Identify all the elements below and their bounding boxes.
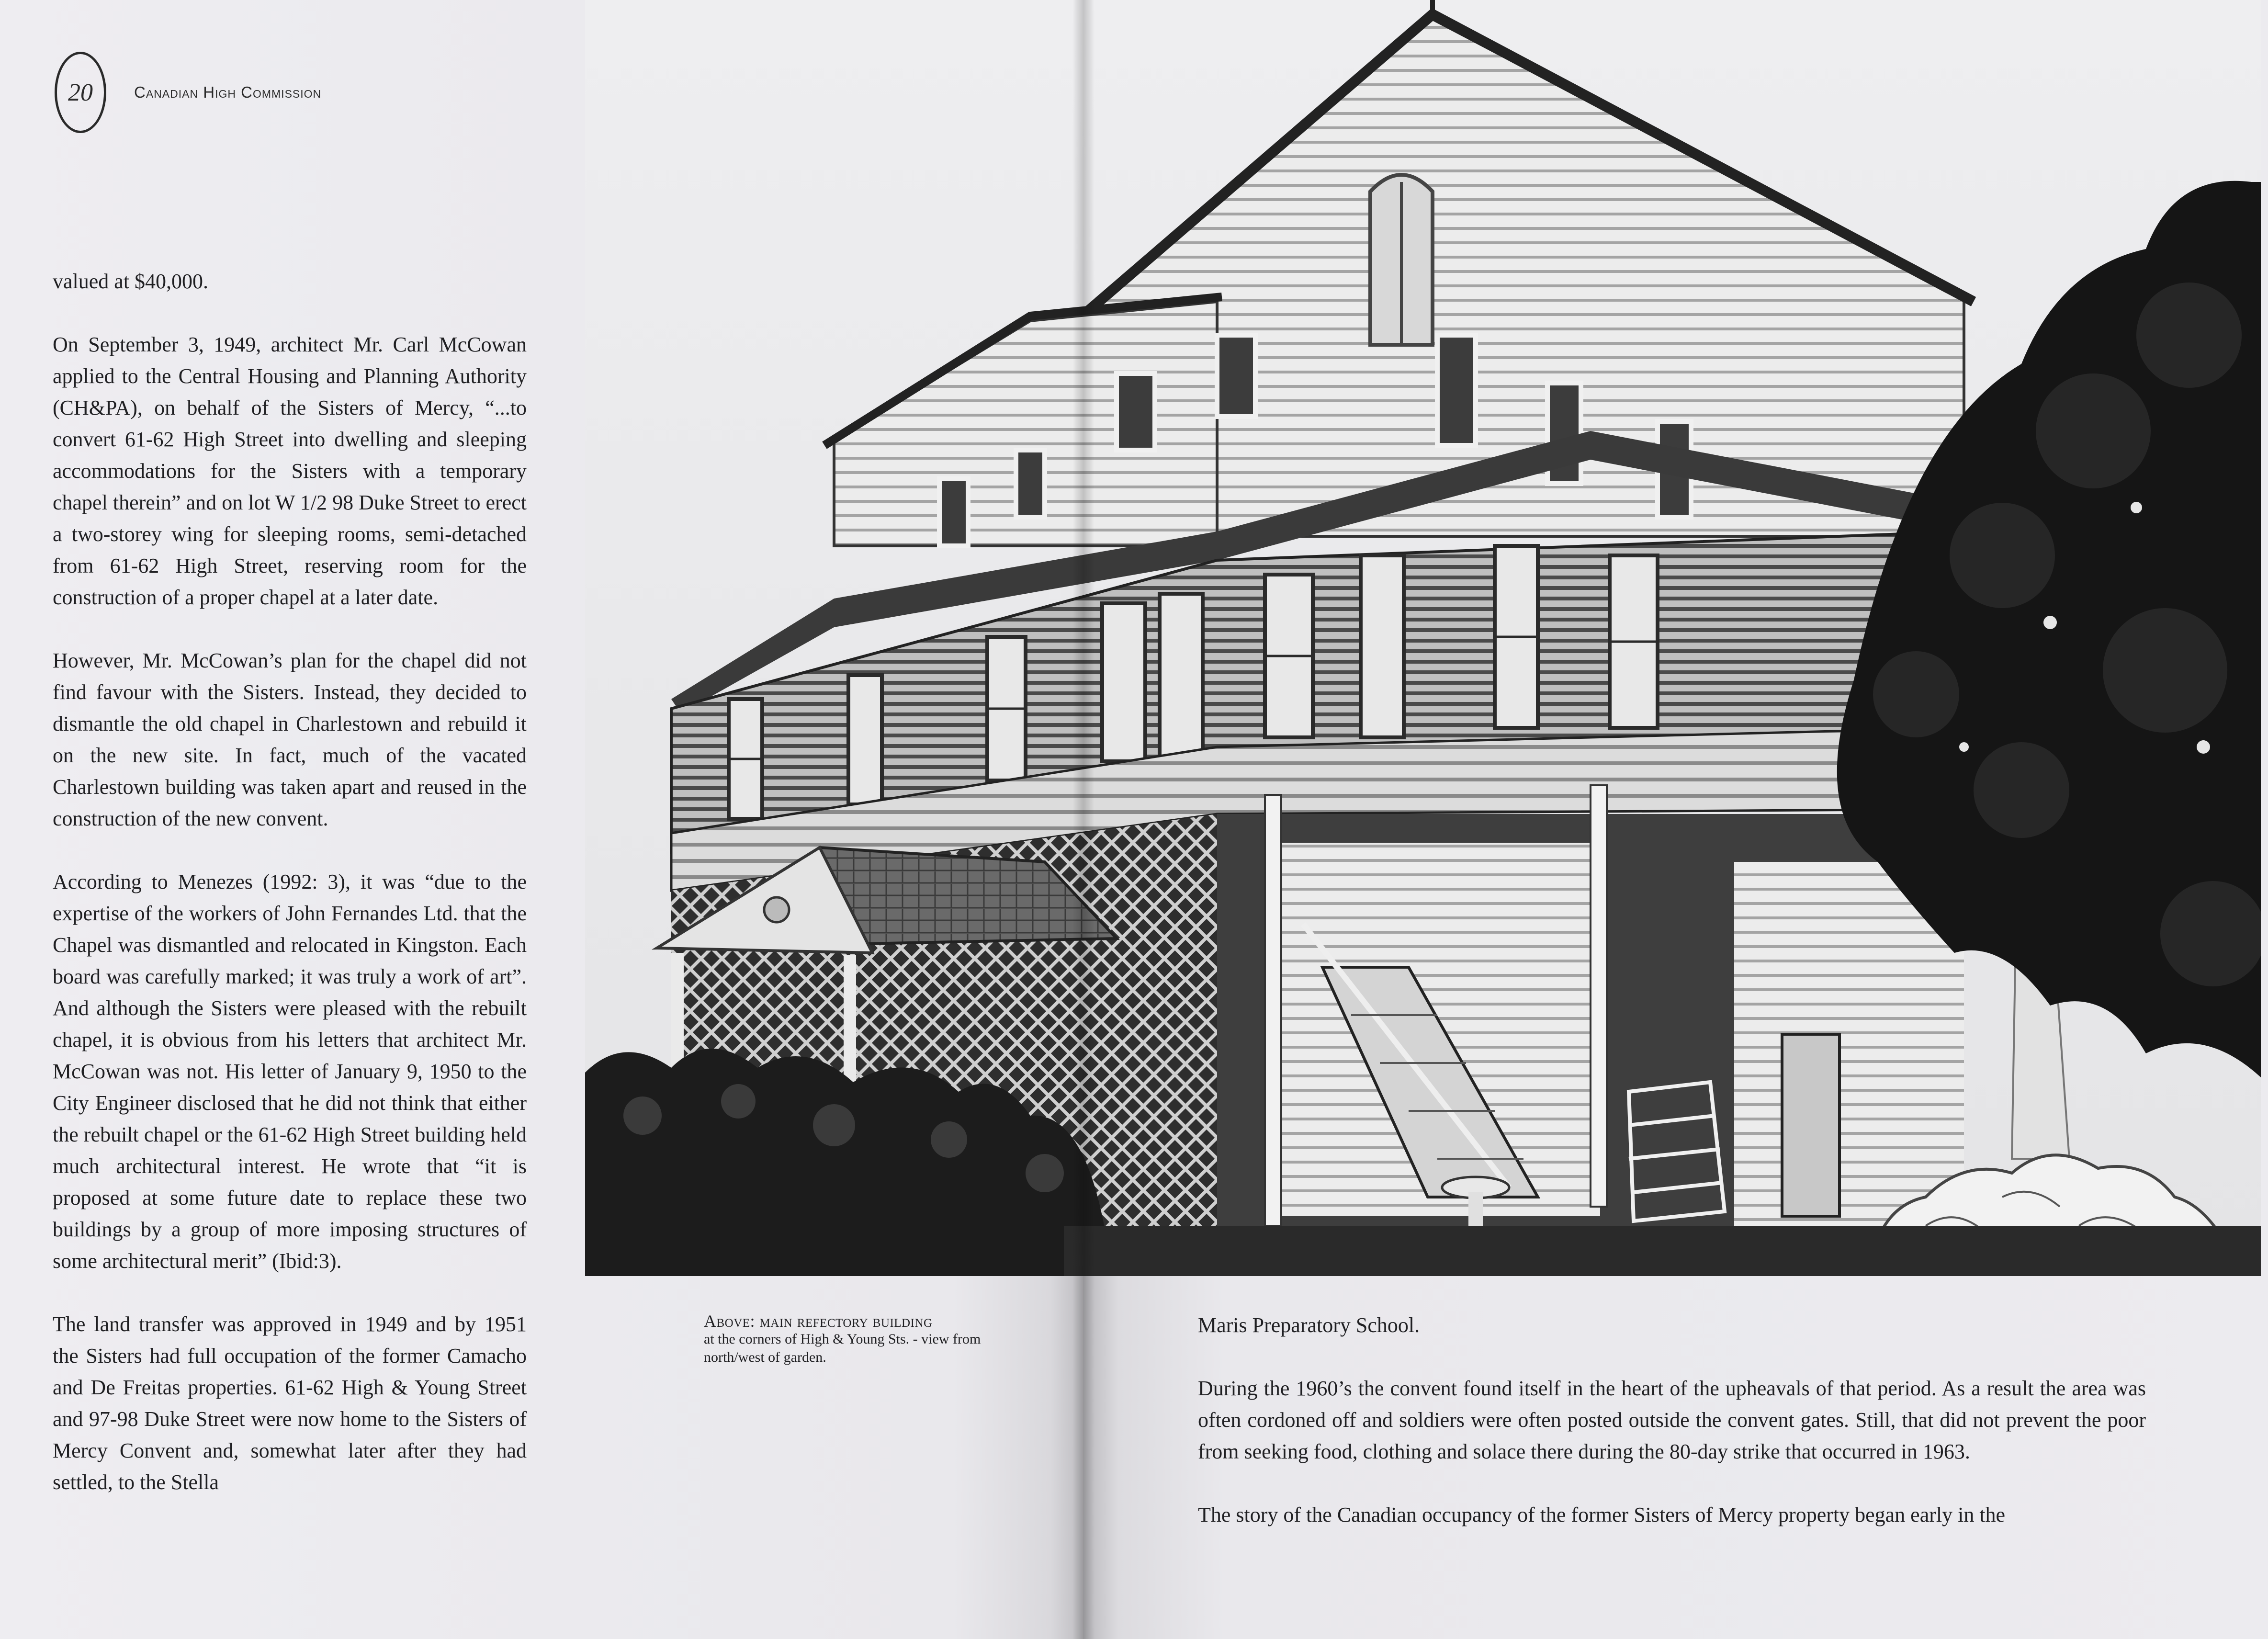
photograph-refectory-building — [585, 0, 2261, 1276]
paragraph: Maris Preparatory School. — [1198, 1313, 1420, 1337]
right-text-column — [1198, 1310, 2146, 1562]
caption-title: Above: main refectory building — [704, 1311, 933, 1331]
caption-text: at the corners of High & Young Sts. - view from north/west of garden. — [704, 1331, 981, 1365]
paragraph: During the 1960’s the convent found itself in the heart of the upheavals of that period. As a result the area was often cordoned off and soldiers were often posted outside the convent gates. Still, that did not prevent the poor from seeking food, clothing and solace there during the 80-day strike that occurred in 1963. — [1198, 1377, 2146, 1463]
paragraph: On September 3, 1949, architect Mr. Carl McCowan applied to the Central Housing and Planning Authority (CH&PA), on behalf of the Sisters of Mercy, “...to convert 61-62 High Street into dwelling and sleeping accommodations for the Sisters with a temporary chapel therein” and on lot W 1/2 98 Duke Street to erect a two-storey wing for sleeping rooms, semi-detached from 61-62 High Street, reserving room for the construction of a proper chapel at a later date. — [53, 333, 527, 609]
photo-caption — [704, 1312, 1010, 1367]
building-illustration — [585, 0, 2261, 1276]
left-text-column — [53, 266, 527, 1530]
paragraph: valued at $40,000. — [53, 270, 209, 293]
page-number: 20 — [68, 79, 93, 106]
paragraph: The story of the Canadian occupancy of the former Sisters of Mercy property began early in the — [1198, 1503, 2006, 1526]
book-gutter — [1072, 0, 1095, 1639]
page-number-badge — [55, 52, 106, 133]
paragraph: The land transfer was approved in 1949 and by 1951 the Sisters had full occupation of the former Camacho and De Freitas properties. 61-62 High & Young Street and 97-98 Duke Street were now home to the Sisters of Mercy Convent and, somewhat later after they had settled, to the Stella — [53, 1312, 527, 1494]
paragraph: However, Mr. McCowan’s plan for the chapel did not find favour with the Sisters. Instead, they decided to dismantle the old chapel in Charlestown and rebuild it on the new site. In fact, much of the vacated Charlestown building was taken apart and reused in the construction of the new convent. — [53, 649, 527, 830]
running-header: Canadian High Commission — [134, 83, 322, 101]
paragraph: According to Menezes (1992: 3), it was “due to the expertise of the workers of John Fernandes Ltd. that the Chapel was dismantled and relocated in Kingston. Each board was carefully marked; it was truly a work of art”. And although the Sisters were pleased with the rebuilt chapel, it is obvious from his letters that architect Mr. McCowan was not. His letter of January 9, 1950 to the City Engineer disclosed that he did not think that either the rebuilt chapel or the 61-62 High Street building held much architectural interest. He wrote that “it is proposed at some future date to replace these two buildings by a group of more imposing structures of some architectural merit” (Ibid:3). — [53, 870, 527, 1273]
